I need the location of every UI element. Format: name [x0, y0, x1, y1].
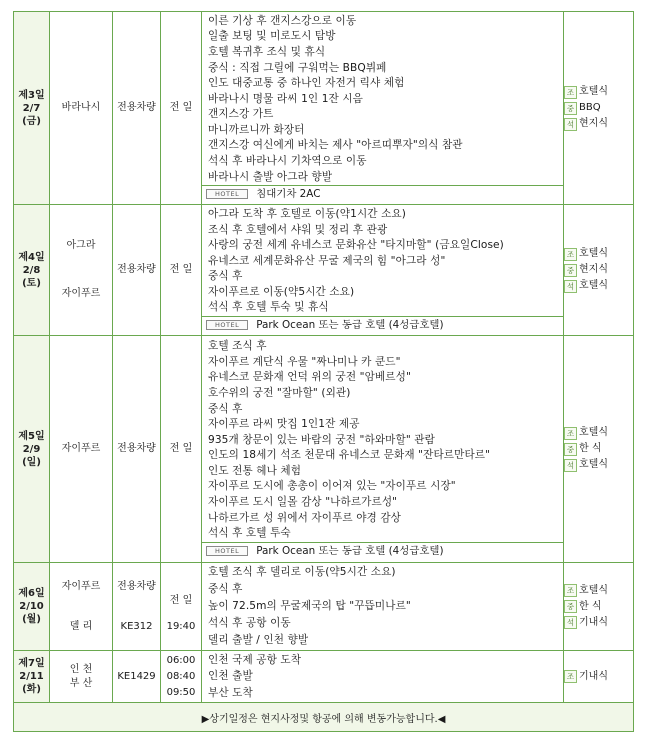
day-date: 2/7	[22, 102, 41, 114]
meal-tag-icon: 조	[564, 86, 577, 99]
meal-tag-icon: 석	[564, 616, 577, 629]
schedule-line: 인도 대중교통 중 하나인 자전거 릭샤 체험	[208, 77, 405, 90]
schedule-line: 중식 후	[208, 270, 243, 283]
schedule-cell	[202, 563, 564, 651]
meal-item	[564, 583, 633, 599]
meal-item	[564, 425, 633, 441]
schedule-line: 바라나시 출발 아그라 향발	[208, 170, 333, 183]
transport-cell	[113, 651, 161, 703]
transport-label: 전용차량	[117, 102, 156, 113]
hotel-name: 침대기차 2AC	[256, 188, 321, 201]
city-name: 자이푸르	[61, 443, 101, 454]
meal-text: 호텔식	[579, 427, 608, 438]
meal-cell	[564, 12, 634, 205]
hotel-row	[202, 542, 563, 559]
schedule-line: 인도 전통 헤나 체험	[208, 464, 302, 477]
schedule-line: 조식 후 호텔에서 샤워 및 정리 후 관광	[208, 223, 388, 236]
flight-number: KE1429	[117, 670, 156, 682]
day-cell	[14, 651, 50, 703]
schedule-line: 갠지스강 여신에게 바치는 제사 "아르띠뿌자"의식 참관	[208, 139, 463, 152]
day-label: 제4일	[18, 251, 45, 263]
day-weekday: (토)	[22, 277, 41, 289]
meal-item	[564, 116, 633, 132]
footer-row	[14, 703, 634, 732]
meal-tag-icon: 중	[564, 102, 577, 115]
meal-text: 현지식	[579, 264, 608, 275]
meal-text: BBQ	[579, 102, 601, 113]
day-weekday: (월)	[22, 614, 41, 625]
hotel-icon: HOTEL	[206, 320, 248, 330]
meal-item	[564, 100, 633, 116]
meal-cell	[564, 336, 634, 563]
schedule-line: 일출 보팅 및 미로도시 탐방	[208, 30, 336, 43]
day-label: 제7일	[18, 658, 45, 669]
city-cell	[50, 563, 113, 651]
schedule-line: 중식 후	[208, 402, 243, 415]
schedule-line: 유네스코 문화재 언덕 위의 궁전 "암베르성"	[208, 371, 411, 384]
meal-tag-icon: 조	[564, 584, 577, 597]
day-weekday: (금)	[22, 115, 41, 127]
schedule-line: 석식 후 호텔 투숙	[208, 527, 291, 540]
day-label: 제3일	[18, 89, 45, 101]
departure-time: 19:40	[166, 620, 196, 632]
time-label: 전 일	[169, 443, 193, 454]
transport-cell	[113, 205, 161, 336]
itinerary-table	[13, 11, 634, 732]
schedule-line: 935개 창문이 있는 바람의 궁전 "하와마할" 관람	[208, 433, 435, 446]
schedule-line: 자이푸르 계단식 우물 "짜나미나 카 쿤드"	[208, 355, 401, 368]
meal-tag-icon: 조	[564, 670, 577, 683]
meal-item	[564, 615, 633, 631]
schedule-cell	[202, 205, 564, 336]
flight-number: KE312	[120, 620, 153, 632]
city-cell	[50, 651, 113, 703]
city-name: 자이푸르	[61, 288, 101, 299]
meal-text: 호텔식	[579, 86, 608, 97]
schedule-line: 마니까르니까 화장터	[208, 123, 305, 136]
meal-item	[564, 278, 633, 294]
day-date: 2/10	[19, 601, 44, 612]
meal-cell	[564, 563, 634, 651]
schedule-line: 이른 기상 후 갠지스강으로 이동	[208, 14, 357, 27]
transport-label: 전용차량	[117, 264, 156, 275]
schedule-line: 아그라 도착 후 호텔로 이동(약1시간 소요)	[208, 207, 406, 220]
transport-label: 전용차량	[117, 580, 156, 592]
meal-text: 기내식	[579, 616, 608, 628]
meal-item	[564, 441, 633, 457]
meal-item	[564, 246, 633, 262]
day-date: 2/11	[19, 671, 44, 682]
transport-cell	[113, 563, 161, 651]
meal-text: 호텔식	[579, 248, 608, 259]
day-row-3	[14, 12, 634, 205]
schedule-line: 부산 도착	[208, 686, 253, 699]
day-row-6	[14, 563, 634, 651]
city-cell	[50, 205, 113, 336]
transport-label: 전용차량	[117, 443, 156, 454]
schedule-line: 자이푸르로 이동(약5시간 소요)	[208, 285, 355, 298]
schedule-line: 갠지스강 가트	[208, 108, 274, 121]
time-label: 전 일	[169, 594, 193, 606]
meal-text: 현지식	[579, 118, 608, 129]
meal-tag-icon: 석	[564, 459, 577, 472]
day-weekday: (일)	[22, 456, 41, 468]
schedule-cell	[202, 12, 564, 205]
schedule-line: 인도의 18세기 석조 천문대 유네스코 문화재 "잔타르만타르"	[208, 449, 491, 462]
schedule-line: 사랑의 궁전 세계 유네스코 문화유산 "타지마할" (금요일Close)	[208, 239, 504, 252]
day-cell	[14, 336, 50, 563]
schedule-line: 석식 후 호텔 투숙 및 휴식	[208, 301, 329, 314]
hotel-icon: HOTEL	[206, 189, 248, 199]
schedule-line: 호텔 조식 후	[208, 340, 267, 353]
schedule-line: 바라나시 명물 라씨 1인 1잔 시음	[208, 92, 364, 105]
time-cell	[161, 563, 202, 651]
schedule-line: 자이푸르 도시에 총총이 이어져 있는 "자이푸르 시장"	[208, 480, 456, 493]
schedule-line: 델리 출발 / 인천 향발	[208, 634, 309, 646]
schedule-line: 호텔 조식 후 델리로 이동(약5시간 소요)	[208, 566, 396, 578]
time-label: 전 일	[169, 102, 193, 113]
schedule-line: 중식 후	[208, 583, 243, 595]
schedule-line: 중식 : 직접 그릴에 구워먹는 BBQ뷔페	[208, 61, 387, 74]
time-label: 09:50	[166, 686, 196, 698]
day-cell	[14, 563, 50, 651]
meal-item	[564, 457, 633, 473]
day-row-4	[14, 205, 634, 336]
meal-text: 기내식	[579, 670, 608, 682]
meal-tag-icon: 석	[564, 280, 577, 293]
day-label: 제6일	[18, 588, 45, 599]
city-cell	[50, 12, 113, 205]
city-name: 자이푸르	[61, 580, 101, 592]
schedule-line: 석식 후 바라나시 기차역으로 이동	[208, 155, 367, 168]
meal-tag-icon: 조	[564, 427, 577, 440]
schedule-line: 유네스코 세계문화유산 무굴 제국의 힘 "아그라 성"	[208, 254, 446, 267]
day-row-7	[14, 651, 634, 703]
time-cell	[161, 651, 202, 703]
meal-text: 호텔식	[579, 280, 608, 291]
time-cell	[161, 205, 202, 336]
schedule-line: 높이 72.5m의 무굴제국의 탑 "꾸뜹미나르"	[208, 600, 411, 612]
hotel-icon: HOTEL	[206, 546, 248, 556]
meal-item	[564, 599, 633, 615]
transport-cell	[113, 336, 161, 563]
day-row-5	[14, 336, 634, 563]
time-label: 전 일	[169, 264, 193, 275]
schedule-line: 인천 출발	[208, 670, 253, 683]
meal-text: 호텔식	[579, 584, 608, 596]
transport-cell	[113, 12, 161, 205]
meal-tag-icon: 중	[564, 600, 577, 613]
day-date: 2/8	[22, 264, 41, 276]
meal-item	[564, 84, 633, 100]
meal-tag-icon: 석	[564, 118, 577, 131]
meal-text: 한 식	[579, 600, 602, 612]
day-label: 제5일	[18, 430, 45, 442]
meal-tag-icon: 중	[564, 264, 577, 277]
city-name: 델 리	[69, 620, 93, 632]
hotel-row	[202, 316, 563, 333]
time-label: 08:40	[166, 670, 196, 682]
hotel-name: Park Ocean 또는 동급 호텔 (4성급호텔)	[256, 544, 444, 557]
day-cell	[14, 12, 50, 205]
meal-text: 한 식	[579, 443, 602, 454]
schedule-line: 인천 국제 공항 도착	[208, 653, 302, 666]
day-date: 2/9	[22, 443, 41, 455]
day-weekday: (화)	[22, 684, 41, 695]
hotel-row	[202, 185, 563, 202]
time-cell	[161, 336, 202, 563]
schedule-line: 자이푸르 라씨 맛집 1인1잔 제공	[208, 418, 360, 431]
meal-item	[564, 262, 633, 278]
schedule-cell	[202, 336, 564, 563]
footer-note: ▶상기일정은 현지사정및 항공에 의해 변동가능합니다.◀	[14, 703, 634, 732]
schedule-line: 나하르가르 성 위에서 자이푸르 야경 감상	[208, 511, 402, 524]
hotel-name: Park Ocean 또는 동급 호텔 (4성급호텔)	[256, 319, 444, 332]
meal-cell	[564, 205, 634, 336]
city-name: 부 산	[69, 677, 93, 689]
time-label: 06:00	[166, 654, 196, 666]
day-cell	[14, 205, 50, 336]
time-cell	[161, 12, 202, 205]
city-cell	[50, 336, 113, 563]
city-name: 인 천	[69, 663, 93, 675]
meal-item	[564, 669, 633, 685]
meal-tag-icon: 중	[564, 443, 577, 456]
schedule-cell	[202, 651, 564, 703]
meal-tag-icon: 조	[564, 248, 577, 261]
meal-cell	[564, 651, 634, 703]
schedule-line: 호텔 복귀후 조식 및 휴식	[208, 45, 326, 58]
city-name: 바라나시	[61, 102, 101, 113]
schedule-line: 석식 후 공항 이동	[208, 617, 291, 629]
city-name: 아그라	[66, 240, 96, 251]
meal-text: 호텔식	[579, 459, 608, 470]
schedule-line: 호수위의 궁전 "잘마할" (외관)	[208, 386, 351, 399]
schedule-line: 자이푸르 도시 일몰 감상 "나하르가르성"	[208, 496, 398, 509]
